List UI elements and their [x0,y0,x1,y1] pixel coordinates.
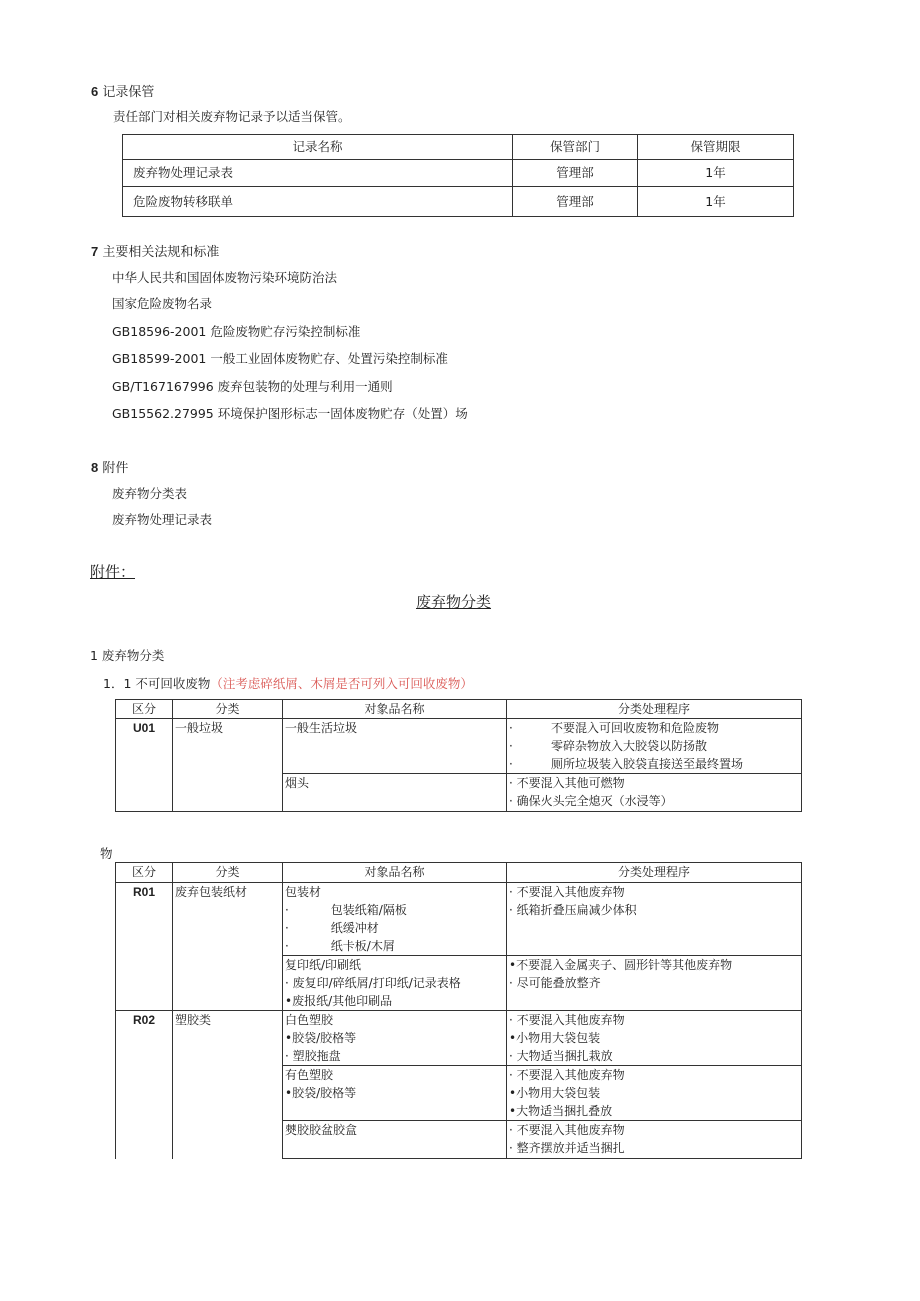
code-cell: R01 [116,883,173,1011]
item-line: · 纸卡板/木屑 [285,939,395,953]
items-cell [283,956,507,1011]
recyclable-table [115,862,802,1159]
appendix-title: 废弃物分类 [416,593,492,611]
record-period: 1年 [638,160,794,187]
regulation-item: GB18596-2001 危险废物贮存污染控制标准 [112,324,361,339]
table-header-row [123,135,794,160]
header-procedure: 分类处理程序 [507,863,802,883]
record-period: 1年 [638,187,794,217]
header-period: 保管期限 [638,135,794,160]
procedure-line: · 厕所垃圾装入胶袋直接送至最终置场 [509,757,743,771]
records-table [122,134,794,217]
procedure-line: •小物用大袋包装 [509,1086,601,1100]
header-items: 对象品名称 [283,700,507,719]
procedure-line: · 不要混入其他废弃物 [509,1068,625,1082]
regulation-item: 中华人民共和国固体废物污染环境防治法 [112,270,338,285]
item-line: 烟头 [285,776,310,790]
procedure-cell [507,1121,802,1159]
items-cell [283,719,507,774]
record-name: 危险废物转移联单 [123,187,513,217]
category-cell: 一般垃圾 [173,719,283,812]
header-code: 区分 [116,863,173,883]
header-department: 保管部门 [513,135,638,160]
section-7-heading: 7 主要相关法规和标准 [91,244,220,260]
regulation-item: 国家危险废物名录 [112,296,213,311]
procedure-line: •大物适当捆扎叠放 [509,1104,613,1118]
header-record-name: 记录名称 [123,135,513,160]
appendix-label: 附件： [90,563,136,581]
category-cell: 塑胶类 [173,1011,283,1159]
procedure-line: · 零碎杂物放入大胶袋以防扬散 [509,739,707,753]
header-category: 分类 [173,863,283,883]
regulation-item: GB15562.27995 环境保护图形标志一固体废物贮存（处置）场 [112,406,468,421]
item-line: · 纸缓冲材 [285,921,379,935]
procedure-line: · 不要混入其他可燃物 [509,776,625,790]
attachment-item: 废弃物分类表 [112,486,188,501]
procedure-line: •不要混入金属夹子、圆形针等其他废弃物 [509,958,733,972]
record-name: 废弃物处理记录表 [123,160,513,187]
subsection-1: 1 废弃物分类 [90,648,165,663]
procedure-line: · 不要混入可回收废物和危险废物 [509,721,719,735]
table-header-row [116,700,802,719]
items-cell [283,1011,507,1066]
item-line: 一般生活垃圾 [285,721,358,735]
table-header-row [116,863,802,883]
procedure-line: •小物用大袋包装 [509,1031,601,1045]
procedure-cell [507,956,802,1011]
procedure-cell [507,1066,802,1121]
table-row [123,187,794,217]
item-line: •废报纸/其他印刷品 [285,994,393,1008]
record-department: 管理部 [513,160,638,187]
section-6-heading: 6 记录保管 [91,84,155,100]
item-line: •胶袋/胶格等 [285,1031,357,1045]
procedure-cell [507,719,802,774]
item-line: 有色塑胶 [285,1068,334,1082]
items-cell [283,1121,507,1159]
subsection-note: （注考虑碎纸屑、木屑是否可列入可回收废物） [210,676,473,691]
procedure-line: · 不要混入其他废弃物 [509,1123,625,1137]
item-line: · 塑胶拖盘 [285,1049,341,1063]
procedure-cell [507,1011,802,1066]
subsection-1-1: 1．1 不可回收废物（注考虑碎纸屑、木屑是否可列入可回收废物） [103,676,473,691]
item-line: · 包装纸箱/隔板 [285,903,407,917]
record-department: 管理部 [513,187,638,217]
items-cell [283,774,507,812]
procedure-cell [507,883,802,956]
item-line: •胶袋/胶格等 [285,1086,357,1100]
regulation-item: GB18599-2001 一般工业固体废物贮存、处置污染控制标准 [112,351,448,366]
header-procedure: 分类处理程序 [507,700,802,719]
procedure-line: · 纸箱折叠压扁减少体积 [509,903,637,917]
procedure-line: · 整齐摆放并适当捆扎 [509,1141,625,1155]
code-cell: U01 [116,719,173,812]
section-6-text: 责任部门对相关废弃物记录予以适当保管。 [113,109,351,124]
procedure-cell [507,774,802,812]
procedure-line: · 不要混入其他废弃物 [509,1013,625,1027]
non-recyclable-table [115,699,802,812]
header-items: 对象品名称 [283,863,507,883]
table-row [116,883,802,956]
section-8-heading: 8 附件 [91,460,129,476]
code-cell: R02 [116,1011,173,1159]
items-cell [283,1066,507,1121]
attachment-item: 废弃物处理记录表 [112,512,213,527]
item-line: 包装材 [285,885,322,899]
regulation-item: GB/T167167996 废弃包装物的处理与利用一通则 [112,379,393,394]
header-category: 分类 [173,700,283,719]
items-cell [283,883,507,956]
table-row [123,160,794,187]
procedure-line: · 确保火头完全熄灭（水浸等） [509,794,673,808]
procedure-line: · 尽可能叠放整齐 [509,976,601,990]
procedure-line: · 不要混入其他废弃物 [509,885,625,899]
table-row [116,719,802,774]
procedure-line: · 大物适当捆扎栽放 [509,1049,613,1063]
text-fragment: 物 [100,846,113,861]
item-line: 复印纸/印刷纸 [285,958,362,972]
table-row [116,1011,802,1066]
item-line: · 废复印/碎纸屑/打印纸/记录表格 [285,976,461,990]
header-code: 区分 [116,700,173,719]
item-line: 僰胶胶盆胶盒 [285,1123,358,1137]
item-line: 白色塑胶 [285,1013,334,1027]
category-cell: 废弃包装纸材 [173,883,283,1011]
